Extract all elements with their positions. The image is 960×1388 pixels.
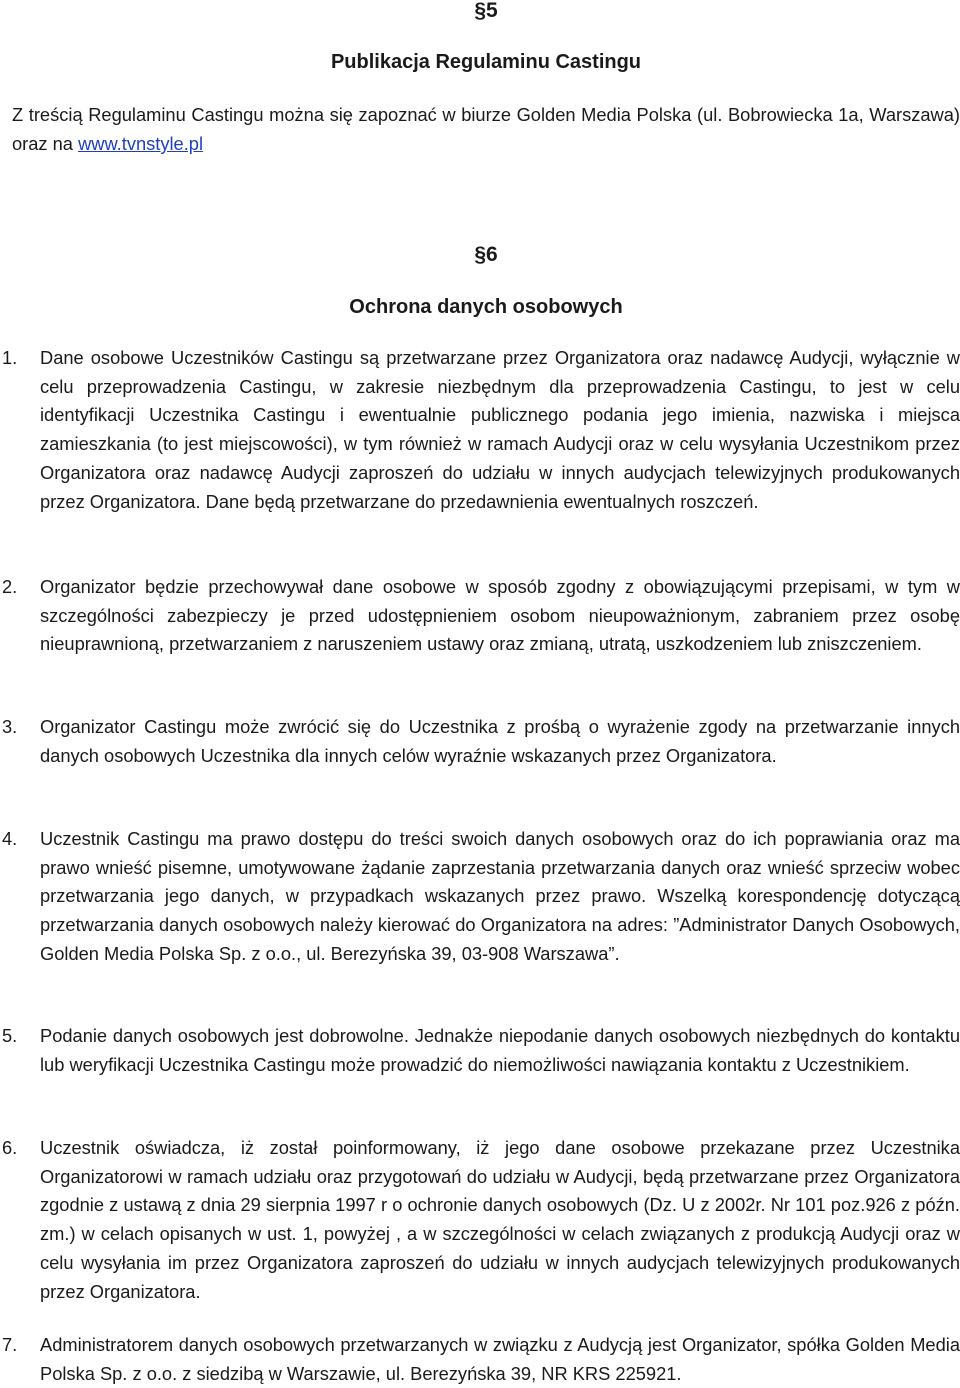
list-item-text: Organizator Castingu może zwrócić się do Uczestnika z prośbą o wyrażenie zgody na przetwarzanie innych danych osobowych Uczestnika dla innych celów wyraźnie wskazanych przez Organizatora. xyxy=(40,716,960,766)
list-item-number: 6. xyxy=(2,1137,18,1158)
list-item-text: Dane osobowe Uczestników Castingu są przetwarzane przez Organizatora oraz nadawcę Audycji, wyłącznie w celu przeprowadzenia Castingu, w zakresie niezbędnym dla przeprowadzenia Castingu, to jest w celu identyfikacji Uczestnika Castingu i ewentualnie publicznego podania jego imienia, nazwiska i miejsca zamieszkania (to jest miejscowości), w tym również w ramach Audycji oraz w celu wysyłania Uczestnikom przez Organizatora oraz nadawcę Audycji zaproszeń do udziału w innych audycjach telewizyjnych produkowanych przez Organizatora. Dane będą przetwarzane do przedawnienia ewentualnych roszczeń. xyxy=(40,347,960,512)
list-item-3 xyxy=(0,713,960,770)
section-6-number: §6 xyxy=(474,243,498,266)
list-item-number: 5. xyxy=(2,1025,18,1046)
list-item-text: Podanie danych osobowych jest dobrowolne. Jednakże niepodanie danych osobowych niezbędnych do kontaktu lub weryfikacji Uczestnika Castingu może prowadzić do niemożliwości nawiązania kontaktu z Uczestnikiem. xyxy=(40,1025,960,1075)
tvnstyle-link[interactable]: www.tvnstyle.pl xyxy=(78,133,204,154)
list-item-2 xyxy=(0,573,960,659)
section-5-number: §5 xyxy=(474,0,498,22)
list-item-6 xyxy=(0,1134,960,1306)
list-item-text: Administratorem danych osobowych przetwarzanych w związku z Audycją jest Organizator, spółka Golden Media Polska Sp. z o.o. z siedzibą w Warszawie, ul. Berezyńska 39, NR KRS 225921. xyxy=(40,1334,960,1384)
list-item-number: 4. xyxy=(2,828,18,849)
list-item-text: Uczestnik Castingu ma prawo dostępu do treści swoich danych osobowych oraz do ich poprawiania oraz ma prawo wnieść pisemne, umotywowane żądanie zaprzestania przetwarzania danych oraz wnieść sprzeciw wobec przetwarzania jego danych, w przypadkach wskazanych przez prawo. Wszelką korespondencję dotyczącą przetwarzania danych osobowych należy kierować do Organizatora na adres: ”Administrator Danych Osobowych, Golden Media Polska Sp. z o.o., ul. Berezyńska 39, 03-908 Warszawa”. xyxy=(40,828,960,964)
section-6-title: Ochrona danych osobowych xyxy=(349,296,623,318)
list-item-text: Uczestnik oświadcza, iż został poinformowany, iż jego dane osobowe przekazane przez Uczestnika Organizatorowi w ramach udziału oraz przygotowań do udziału w Audycji, będą przetwarzane przez Organizatora zgodnie z ustawą z dnia 29 sierpnia 1997 r o ochronie danych osobowych (Dz. U z 2002r. Nr 101 poz.926 z późn. zm.) w celach opisanych w ust. 1, powyżej , a w szczególności w celach związanych z produkcją Audycji oraz w celu wysyłania im przez Organizatora zaproszeń do udziału w innych audycjach telewizyjnych produkowanych przez Organizatora. xyxy=(40,1137,960,1302)
list-item-text: Organizator będzie przechowywał dane osobowe w sposób zgodny z obowiązującymi przepisami, w tym w szczególności zabezpieczy je przed udostępnieniem osobom nieupoważnionym, zabraniem przez osobę nieuprawnioną, przetwarzaniem z naruszeniem ustawy oraz zmianą, utratą, uszkodzeniem lub zniszczeniem. xyxy=(40,576,960,655)
section-5-paragraph xyxy=(12,100,960,158)
list-item-number: 2. xyxy=(2,576,18,597)
list-item-number: 3. xyxy=(2,716,18,737)
list-item-4 xyxy=(0,825,960,969)
section-5-text: Z treścią Regulaminu Castingu można się zapoznać w biurze Golden Media Polska (ul. Bobrowiecka 1a, Warszawa) oraz na xyxy=(12,104,960,154)
list-item-5 xyxy=(0,1022,960,1079)
list-item-number: 1. xyxy=(2,347,18,368)
list-item-number: 7. xyxy=(2,1334,18,1355)
section-5-title: Publikacja Regulaminu Castingu xyxy=(330,51,642,73)
list-item-7 xyxy=(0,1331,960,1388)
list-item-1 xyxy=(0,344,960,516)
